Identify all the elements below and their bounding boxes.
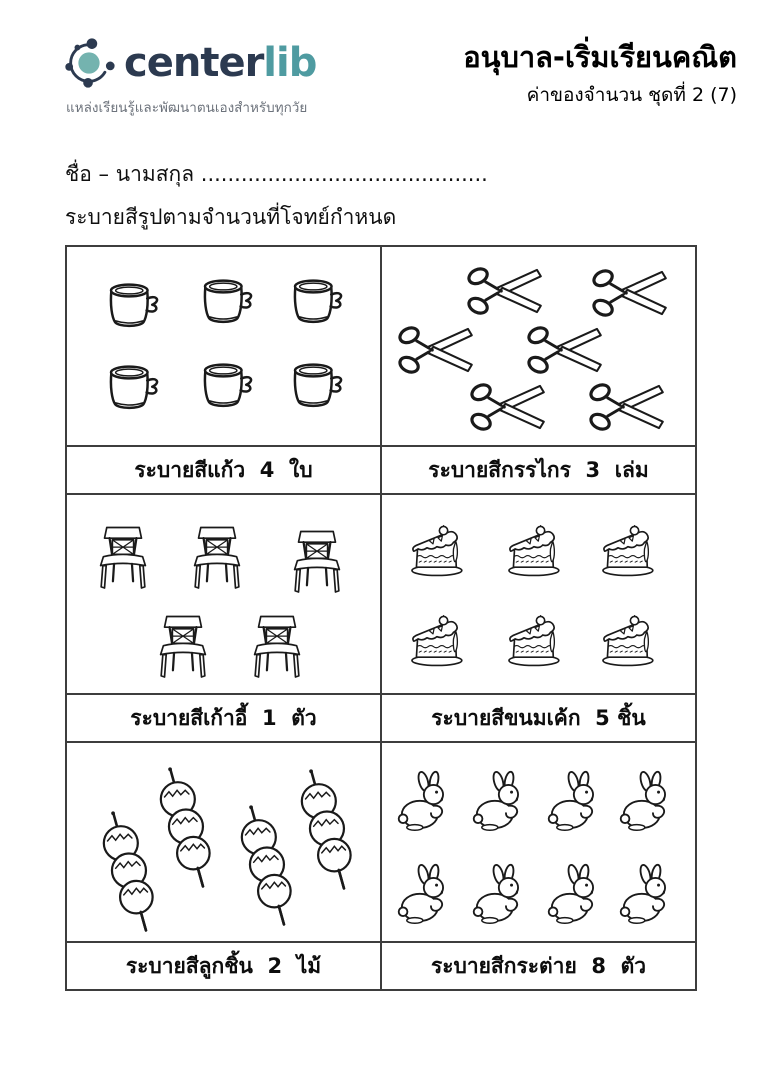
caption-text: ระบายสีแก้ว 4 ใบ bbox=[134, 457, 313, 482]
mug-icon bbox=[102, 278, 164, 335]
skewer-icon bbox=[230, 798, 298, 933]
chair-icon bbox=[155, 612, 211, 686]
scissors-icon bbox=[524, 323, 604, 377]
scissors-icon bbox=[586, 380, 666, 434]
cell-caption-mugs bbox=[66, 446, 381, 494]
cell-art-scissors bbox=[381, 246, 696, 446]
caption-text: ระบายสีลูกชิ้น 2 ไม้ bbox=[125, 953, 322, 978]
chair-icon bbox=[289, 527, 345, 601]
mug-icon bbox=[196, 274, 258, 331]
cell-art-rabbits bbox=[381, 742, 696, 942]
cake-icon bbox=[504, 610, 566, 670]
rabbit-icon bbox=[395, 769, 457, 835]
worksheet-subtitle: ค่าของจำนวน ชุดที่ 2 (7) bbox=[526, 83, 737, 106]
rabbit-icon bbox=[545, 862, 607, 928]
cake-icon bbox=[504, 520, 566, 580]
cell-art-cakes bbox=[381, 494, 696, 694]
skewer-icon bbox=[149, 761, 217, 896]
caption-text: ระบายสีเก้าอี้ 1 ตัว bbox=[130, 705, 317, 730]
instruction-text: ระบายสีรูปตามจำนวนที่โจทย์กำหนด bbox=[65, 205, 397, 229]
cell-caption-cakes bbox=[381, 694, 696, 742]
worksheet-grid bbox=[65, 245, 697, 991]
caption-text: ระบายสีกระต่าย 8 ตัว bbox=[430, 953, 647, 978]
cake-icon bbox=[598, 610, 660, 670]
rabbit-icon bbox=[470, 769, 532, 835]
mug-icon bbox=[286, 274, 348, 331]
brand-text: centerlib bbox=[124, 40, 317, 86]
caption-text: ระบายสีกรรไกร 3 เล่ม bbox=[428, 457, 649, 482]
caption-text: ระบายสีขนมเค้ก 5 ชิ้น bbox=[431, 705, 646, 730]
cell-art-skewers bbox=[66, 742, 381, 942]
cake-icon bbox=[407, 610, 469, 670]
rabbit-icon bbox=[395, 862, 457, 928]
logo-block bbox=[60, 34, 316, 118]
cell-caption-skewers bbox=[66, 942, 381, 990]
chair-icon bbox=[249, 612, 305, 686]
cake-icon bbox=[407, 520, 469, 580]
chair-icon bbox=[95, 523, 151, 597]
title-block bbox=[463, 34, 737, 110]
scissors-icon bbox=[395, 323, 475, 377]
cake-icon bbox=[598, 520, 660, 580]
cell-caption-scissors bbox=[381, 446, 696, 494]
scissors-icon bbox=[464, 264, 544, 318]
scissors-icon bbox=[589, 266, 669, 320]
cell-caption-rabbits bbox=[381, 942, 696, 990]
cell-art-chairs bbox=[66, 494, 381, 694]
mug-icon bbox=[286, 357, 348, 414]
chair-icon bbox=[189, 523, 245, 597]
mug-icon bbox=[196, 357, 258, 414]
scissors-icon bbox=[467, 380, 547, 434]
brand-tagline: แหล่งเรียนรู้และพัฒนาตนเองสำหรับทุกวัย bbox=[66, 100, 308, 116]
cell-art-mugs bbox=[66, 246, 381, 446]
page-header bbox=[60, 34, 737, 118]
centerlib-logo-icon bbox=[60, 34, 118, 92]
cell-caption-chairs bbox=[66, 694, 381, 742]
rabbit-icon bbox=[617, 862, 679, 928]
mug-icon bbox=[102, 359, 164, 416]
name-field-label: ชื่อ – นามสกุล ........................................... bbox=[65, 162, 488, 186]
worksheet-title: อนุบาล-เริ่มเรียนคณิต bbox=[463, 40, 737, 74]
rabbit-icon bbox=[470, 862, 532, 928]
rabbit-icon bbox=[617, 769, 679, 835]
rabbit-icon bbox=[545, 769, 607, 835]
skewer-icon bbox=[290, 763, 358, 898]
